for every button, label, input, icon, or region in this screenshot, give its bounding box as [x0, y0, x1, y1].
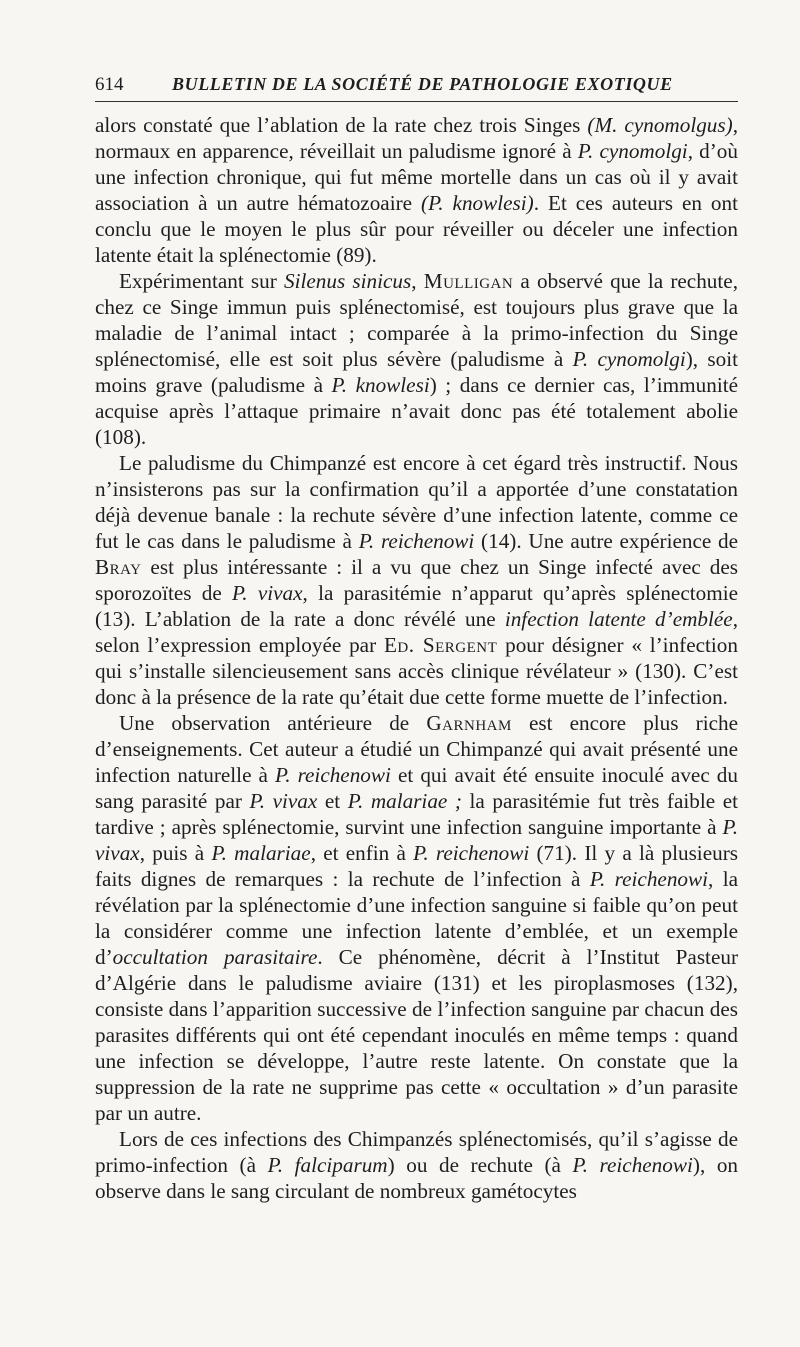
- paragraph: [95, 112, 738, 268]
- author-name: Mulligan: [423, 269, 514, 293]
- text-run: Lors de ces infections des Chimpanzés splénectomisés, qu’il s’agisse de primo-infection (à: [95, 1127, 738, 1177]
- italic-term: P. cynomolgi: [572, 347, 686, 371]
- text-run: est plus intéressante : il a vu que chez un Singe infecté avec des sporozoïtes de: [95, 555, 738, 605]
- italic-term: P. vivax: [232, 581, 303, 605]
- text-run: pour désigner « l’infection qui s’installe silencieusement sans accès clinique révélateur » (130). C’est donc à la présence de la rate qu’était due cette forme muette de l’infection.: [95, 633, 738, 709]
- text-run: ) ; dans ce dernier cas, l’immunité acquise après l’attaque primaire n’avait donc pas été totalement abolie (108).: [95, 373, 738, 449]
- text-run: , la parasitémie n’apparut qu’après splénectomie (13). L’ablation de la rate a donc révélé une: [95, 581, 738, 631]
- italic-term: Silenus sinicus: [284, 269, 412, 293]
- italic-term: P. reichenowi: [589, 867, 709, 891]
- text-run: (14). Une autre expérience de: [474, 529, 739, 553]
- italic-term: P. reichenowi: [572, 1153, 693, 1177]
- italic-term: P. reichenowi: [413, 841, 530, 865]
- italic-term: P. cynomolgi: [577, 139, 688, 163]
- text-run: ), soit moins grave (paludisme à: [95, 347, 739, 397]
- text-run: ) ou de rechute (à: [387, 1153, 573, 1177]
- italic-term: occultation parasitaire: [112, 945, 318, 969]
- text-run: , selon l’expression employée par: [95, 607, 738, 657]
- italic-term: P. malariae: [211, 841, 311, 865]
- text-run: Expérimentant sur: [119, 269, 284, 293]
- text-run: . Ce phénomène, décrit à l’Institut Pasteur d’Algérie dans le paludisme aviaire (131) et les piroplasmoses (132), consiste dans l’apparition successive de l’infection sanguine par chacun des parasites différents qui ont été cependant inoculés en même temps : quand une infection se développe, l’autre reste latente. On constate que la suppression de la rate ne supprime pas cette « occultation » d’un parasite par un autre.: [95, 945, 739, 1125]
- text-run: (71). Il y a là plusieurs faits dignes de remarques : la rechute de l’infection à: [95, 841, 738, 891]
- text-run: , d’où une infection chronique, qui fut même mortelle dans un cas où il y avait association à un autre hématozoaire: [95, 139, 738, 215]
- paragraph: [95, 710, 738, 1126]
- text-run: . Et ces auteurs en ont conclu que le moyen le plus sûr pour réveiller ou déceler une infection latente était la splénectomie (89).: [95, 191, 738, 267]
- text-run: , et enfin à: [310, 841, 414, 865]
- running-title: BULLETIN DE LA SOCIÉTÉ DE PATHOLOGIE EXOTIQUE: [172, 74, 673, 94]
- text-run: est encore plus riche d’enseignements. Cet auteur a étudié un Chimpanzé qui avait présenté une infection naturelle à: [95, 711, 738, 787]
- text-run: ), on observe dans le sang circulant de nombreux gamétocytes: [95, 1153, 739, 1203]
- text-run: , la révélation par la splénectomie d’une infection sanguine si faible qu’on peut la considérer comme une infection latente d’emblée, et un exemple d’: [95, 867, 738, 969]
- paragraph: [95, 268, 738, 450]
- header-rule: [95, 101, 738, 102]
- italic-term: P. falciparum: [267, 1153, 388, 1177]
- italic-term: infection latente d’emblée: [504, 607, 733, 631]
- text-run: ,: [411, 269, 424, 293]
- text-run: et: [317, 789, 348, 813]
- text-run: , normaux en apparence, réveillait un paludisme ignoré à: [95, 113, 738, 163]
- italic-term: P. knowlesi: [331, 373, 430, 397]
- text-run: , puis à: [139, 841, 212, 865]
- author-name: Ed. Sergent: [383, 633, 498, 657]
- body-text: [95, 112, 738, 1204]
- text-run: Le paludisme du Chimpanzé est encore à cet égard très instructif. Nous n’insisterons pas sur la confirmation qu’il a apportée d’une constatation déjà devenue banale : la rechute sévère d’une infection latente, comme ce fut le cas dans le paludisme à: [95, 451, 738, 553]
- text-run: et qui avait été ensuite inoculé avec du sang parasité par: [95, 763, 738, 813]
- text-run: la parasitémie fut très faible et tardive ; après splénectomie, survint une infection sanguine importante à: [95, 789, 738, 839]
- author-name: Bray: [95, 555, 142, 579]
- text-run: alors constaté que l’ablation de la rate chez trois Singes: [95, 113, 588, 137]
- italic-term: (P. knowlesi): [421, 191, 534, 215]
- page-number: 614: [95, 74, 124, 95]
- italic-term: P. reichenowi: [358, 529, 475, 553]
- italic-term: (M. cynomolgus): [587, 113, 733, 137]
- text-run: a observé que la rechute, chez ce Singe immun puis splénectomisé, est toujours plus grave que la maladie de l’animal intact ; comparée à la primo-infection du Singe splénectomisé, elle est soit plus sévère (paludisme à: [95, 269, 738, 371]
- italic-term: P. reichenowi: [275, 763, 391, 787]
- text-run: Une observation antérieure de: [119, 711, 427, 735]
- paragraph: [95, 1126, 738, 1204]
- paragraph: [95, 450, 738, 710]
- italic-term: P. vivax: [249, 789, 318, 813]
- italic-term: P. vivax: [95, 815, 738, 865]
- italic-term: P. malariae ;: [347, 789, 462, 813]
- page-header: [95, 68, 738, 98]
- author-name: Garnham: [426, 711, 512, 735]
